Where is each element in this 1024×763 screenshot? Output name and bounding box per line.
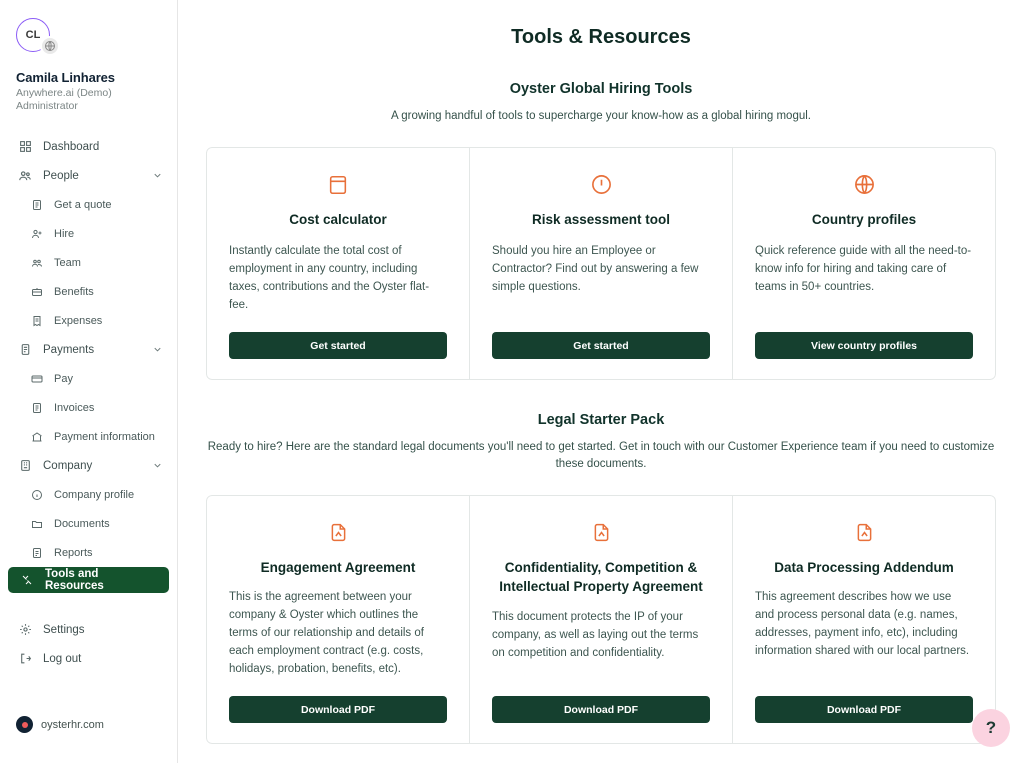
- download-pdf-button[interactable]: Download PDF: [229, 696, 447, 723]
- main-content: [178, 0, 1024, 763]
- sidebar-item-hire[interactable]: [0, 219, 177, 248]
- benefits-icon: [28, 284, 46, 300]
- nav-spacer: [0, 593, 177, 615]
- sidebar: [0, 0, 178, 763]
- document-icon: [28, 197, 46, 213]
- brand-label: oysterhr.com: [41, 718, 104, 731]
- sidebar-item-label: Hire: [54, 227, 75, 240]
- card-description: Quick reference guide with all the need-to-know info for hiring and taking care of teams in 50+ countries.: [755, 245, 972, 293]
- sidebar-item-documents[interactable]: [0, 509, 177, 538]
- sidebar-item-label: Expenses: [54, 314, 103, 327]
- pdf-file-icon: [591, 518, 612, 548]
- sidebar-item-label: Benefits: [54, 285, 94, 298]
- sidebar-item-label: Get a quote: [54, 198, 112, 211]
- calculator-icon: [327, 170, 349, 200]
- user-role: Administrator: [16, 100, 78, 112]
- bank-icon: [28, 429, 46, 445]
- card-title: Cost calculator: [289, 211, 387, 227]
- card-data-processing-addendum: [733, 495, 996, 745]
- card-description: This is the agreement between your company & Oyster which outlines the terms of our relationship and details of each employment contract (e.g. costs, holidays, probation, benefits, etc).: [229, 591, 424, 675]
- card-description: This document protects the IP of your company, as well as laying out the terms on competition and confidentiality.: [492, 610, 699, 659]
- sidebar-item-payments[interactable]: [0, 335, 177, 364]
- sidebar-item-payment-information[interactable]: [0, 422, 177, 451]
- alert-circle-icon: [590, 170, 613, 200]
- card-title: Country profiles: [811, 211, 917, 227]
- sidebar-item-dashboard[interactable]: [0, 132, 177, 161]
- card-title: Risk assessment tool: [531, 211, 671, 227]
- sidebar-item-label: Company profile: [54, 488, 135, 501]
- chevron-down-icon[interactable]: [152, 344, 163, 355]
- info-icon: [28, 487, 46, 503]
- sidebar-item-benefits[interactable]: [0, 277, 177, 306]
- report-icon: [28, 545, 46, 561]
- grid-icon: [16, 139, 34, 155]
- sidebar-item-team[interactable]: [0, 248, 177, 277]
- sidebar-item-label: Company: [43, 459, 93, 472]
- sidebar-item-label: Reports: [54, 546, 93, 559]
- sidebar-item-people[interactable]: [0, 161, 177, 190]
- legal-starter-pack-cards: [206, 495, 996, 745]
- hiring-tools-cards: [206, 147, 996, 381]
- card-cost-calculator: [206, 147, 470, 381]
- card-engagement-agreement: [206, 495, 470, 745]
- sidebar-item-label: People: [43, 169, 79, 182]
- sidebar-item-label: Payment information: [54, 430, 155, 443]
- download-pdf-button[interactable]: Download PDF: [492, 696, 710, 723]
- sidebar-item-label: Settings: [43, 623, 85, 636]
- card-confidentiality-agreement: [470, 495, 733, 745]
- sidebar-item-label: Documents: [54, 517, 110, 530]
- oyster-logo-icon: [16, 716, 33, 733]
- card-description: This agreement describes how we use and process personal data (e.g. names, addresses, payment info, etc), including information shared with our local partners.: [755, 591, 970, 657]
- tools-icon: [18, 572, 36, 588]
- page-title: Tools & Resources: [511, 26, 691, 48]
- pdf-file-icon: [328, 518, 349, 548]
- sidebar-item-company-profile[interactable]: [0, 480, 177, 509]
- download-pdf-button[interactable]: Download PDF: [755, 696, 973, 723]
- sidebar-item-company[interactable]: [0, 451, 177, 480]
- sidebar-item-reports[interactable]: [0, 538, 177, 567]
- company-icon: [16, 458, 34, 474]
- card-description: Should you hire an Employee or Contractor? Find out by answering a few simple questions.: [492, 245, 699, 293]
- invoice-icon: [28, 400, 46, 416]
- section-title-hiring-tools: Oyster Global Hiring Tools: [509, 81, 693, 97]
- card-icon: [28, 371, 46, 387]
- sidebar-item-label: Tools and Resources: [45, 568, 104, 592]
- sidebar-item-label: Log out: [43, 652, 82, 665]
- sidebar-item-invoices[interactable]: [0, 393, 177, 422]
- sidebar-item-label: Dashboard: [43, 140, 100, 153]
- section-subtitle-legal-starter-pack: Ready to hire? Here are the standard legal documents you'll need to get started. Get in touch with our Customer Experience team if you need to customize these documents.: [207, 441, 995, 471]
- section-subtitle-hiring-tools: A growing handful of tools to supercharge your know-how as a global hiring mogul.: [391, 110, 811, 122]
- card-title: Confidentiality, Competition & Intellectual Property Agreement: [499, 559, 703, 595]
- avatar-initials: CL: [25, 29, 41, 41]
- sidebar-nav: [0, 132, 177, 673]
- globe-icon: [40, 36, 60, 56]
- folder-icon: [28, 516, 46, 532]
- payments-icon: [16, 342, 34, 358]
- pdf-file-icon: [854, 518, 875, 548]
- sidebar-item-label: Team: [54, 256, 81, 269]
- get-started-button[interactable]: Get started: [492, 332, 710, 359]
- help-button[interactable]: ?: [972, 709, 1010, 747]
- section-title-legal-starter-pack: Legal Starter Pack: [537, 412, 665, 429]
- sidebar-item-get-a-quote[interactable]: [0, 190, 177, 219]
- card-description: Instantly calculate the total cost of employment in any country, including taxes, contributions and the Oyster flat-fee.: [229, 245, 430, 311]
- chevron-down-icon[interactable]: [152, 170, 163, 181]
- user-profile[interactable]: [0, 18, 177, 62]
- sidebar-item-label: Pay: [54, 372, 73, 385]
- receipt-icon: [28, 313, 46, 329]
- sidebar-item-expenses[interactable]: [0, 306, 177, 335]
- user-plus-icon: [28, 226, 46, 242]
- sidebar-item-label: Invoices: [54, 401, 95, 414]
- card-risk-assessment-tool: [470, 147, 733, 381]
- user-company: Anywhere.ai (Demo): [16, 87, 112, 99]
- user-name: Camila Linhares: [16, 70, 115, 85]
- card-title: Data Processing Addendum: [774, 559, 954, 575]
- get-started-button[interactable]: Get started: [229, 332, 447, 359]
- view-country-profiles-button[interactable]: View country profiles: [755, 332, 973, 359]
- sidebar-item-tools-and-resources[interactable]: [8, 567, 169, 593]
- sidebar-item-log-out[interactable]: [0, 644, 177, 673]
- card-title: Engagement Agreement: [260, 559, 416, 575]
- brand-footer[interactable]: [0, 716, 177, 733]
- globe-icon: [853, 170, 876, 200]
- sidebar-item-settings[interactable]: [0, 615, 177, 644]
- people-icon: [16, 168, 34, 184]
- sidebar-item-pay[interactable]: [0, 364, 177, 393]
- team-icon: [28, 255, 46, 271]
- gear-icon: [16, 622, 34, 638]
- sidebar-item-label: Payments: [43, 343, 95, 356]
- card-country-profiles: [733, 147, 996, 381]
- logout-icon: [16, 651, 34, 667]
- chevron-down-icon[interactable]: [152, 460, 163, 471]
